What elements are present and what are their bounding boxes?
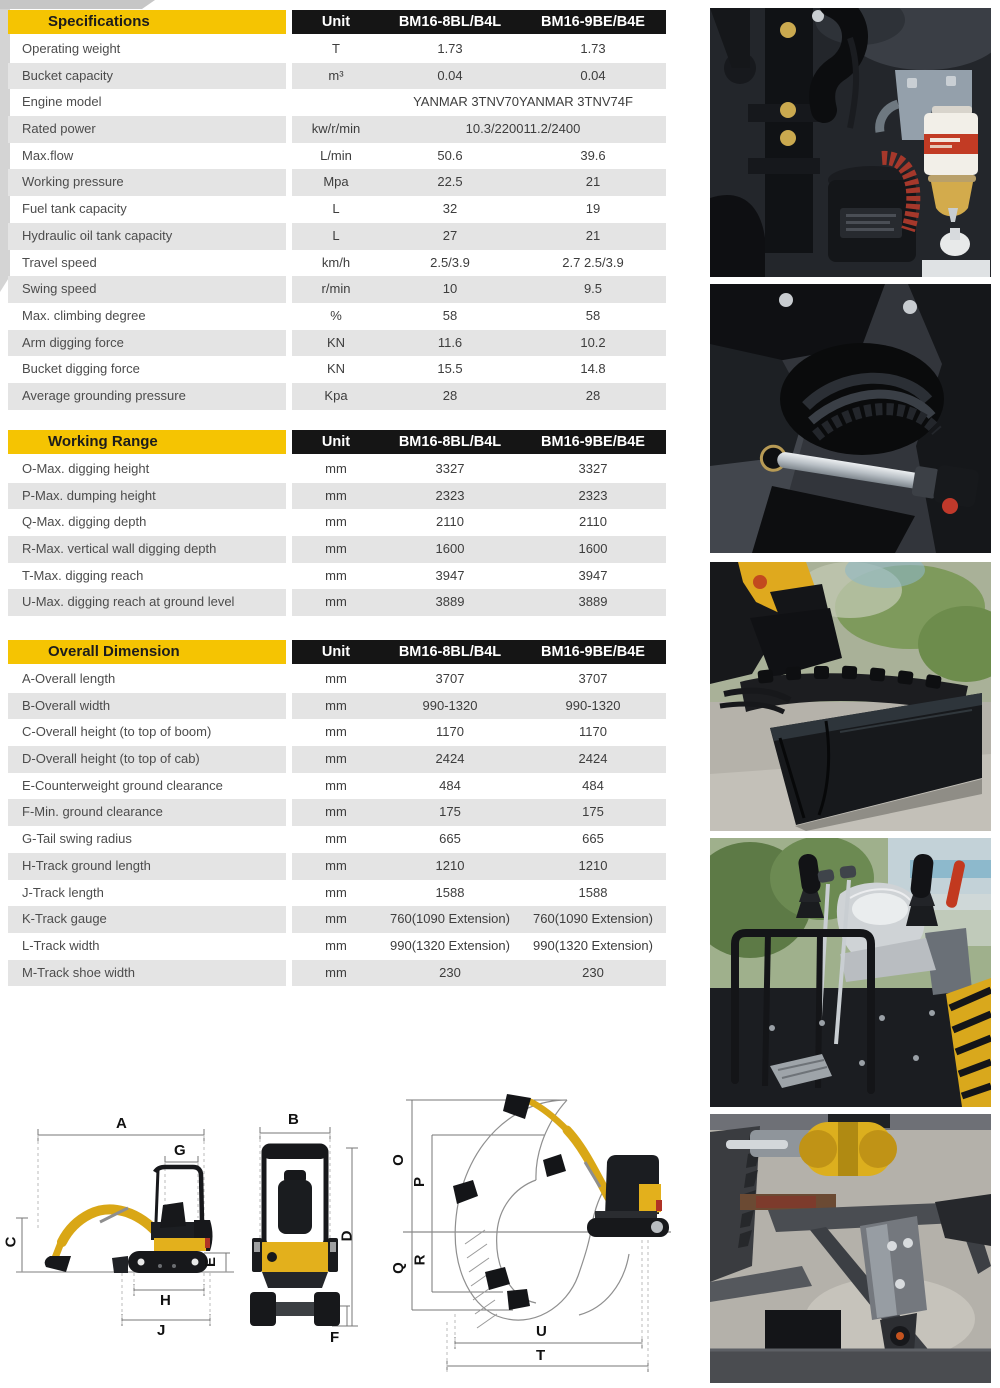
model1-column-header: BM16-8BL/B4L (398, 434, 502, 450)
row-unit: Kpa (324, 387, 348, 403)
row-values (292, 933, 666, 960)
row-value-model1: 3889 (435, 594, 465, 610)
dim-label-P: P (411, 1176, 429, 1188)
row-label: Arm digging force (8, 330, 286, 357)
row-unit: m³ (328, 67, 344, 83)
working-range-diagram (389, 1092, 685, 1384)
row-unit: mm (325, 697, 347, 713)
engine-fuel-filter-photo (710, 8, 991, 277)
row-value-model2: 19 (585, 201, 601, 217)
row-label: Average grounding pressure (8, 383, 286, 410)
row-values (292, 383, 666, 410)
row-label: Engine model (22, 94, 102, 110)
row-label: Operating weight (22, 41, 121, 56)
table-body (8, 456, 666, 616)
table-row (8, 933, 666, 960)
table-row (8, 89, 666, 116)
table-row (8, 563, 666, 590)
excavator-side-silhouette (45, 1167, 213, 1273)
excavator-rear-silhouette (250, 1146, 340, 1326)
table-row (8, 36, 666, 63)
row-label: D-Overall height (to top of cab) (8, 746, 286, 773)
row-value-model2: 990(1320 Extension) (533, 937, 653, 953)
row-label: R-Max. vertical wall digging depth (8, 536, 286, 563)
working-envelope-curves (455, 1100, 629, 1320)
row-values (292, 250, 666, 277)
row-label: Max.flow (22, 147, 74, 163)
row-unit: mm (325, 724, 347, 740)
row-unit: kw/r/min (311, 121, 361, 137)
row-value-model2: 28 (585, 387, 601, 403)
row-values (292, 853, 666, 880)
operator-station-photo (710, 838, 991, 1107)
table-row (8, 906, 666, 933)
row-label: H-Track ground length (8, 853, 286, 880)
row-value-model2: 1210 (578, 857, 608, 873)
dim-label-U: U (536, 1323, 547, 1340)
dim-label-B: B (288, 1111, 299, 1128)
table-row (8, 509, 666, 536)
row-values (292, 356, 666, 383)
row-value-model1: 230 (439, 964, 461, 980)
row-label: J-Track length (22, 884, 104, 900)
boom-swing-cylinder-photo (710, 284, 991, 553)
side-view-diagram (2, 1110, 248, 1355)
row-value-model1: 990-1320 (422, 697, 478, 713)
row-value-model2: 990-1320 (565, 697, 621, 713)
row-merged-value: YANMAR 3TNV70YANMAR 3TNV74F (413, 94, 633, 110)
row-unit: r/min (321, 281, 351, 297)
row-values (292, 36, 666, 63)
row-value-model1: 3327 (435, 461, 465, 476)
row-label: P-Max. dumping height (8, 483, 286, 510)
row-label: O-Max. digging height (22, 461, 150, 476)
row-value-model1: 2110 (436, 514, 464, 530)
row-unit: % (330, 307, 342, 323)
unit-column-header: Unit (321, 644, 351, 660)
table-row (8, 196, 666, 223)
row-value-model1: 11.6 (437, 334, 463, 350)
row-merged-value: 10.3/220011.2/2400 (465, 121, 581, 137)
row-value-model1: 2.5/3.9 (430, 254, 470, 270)
dim-label-A: A (116, 1115, 127, 1132)
row-value-model1: 2323 (435, 487, 465, 503)
row-unit: km/h (321, 254, 351, 270)
dim-label-F: F (330, 1329, 340, 1346)
dim-label-H: H (160, 1292, 171, 1309)
row-value-model1: 484 (439, 777, 461, 793)
table-column-headers (292, 10, 666, 34)
row-value-model2: 58 (585, 307, 601, 323)
table-row (8, 303, 666, 330)
row-value-model1: 760(1090 Extension) (390, 911, 510, 927)
row-unit: L (332, 201, 340, 217)
row-value-model2: 39.6 (580, 147, 606, 163)
row-unit: Mpa (323, 174, 349, 190)
table-row (8, 666, 666, 693)
row-value-model2: 2323 (578, 487, 608, 503)
specifications-table (8, 10, 666, 410)
row-value-model2: 1588 (578, 884, 608, 900)
row-label: A-Overall length (22, 671, 116, 686)
model2-column-header: BM16-9BE/B4E (541, 14, 645, 30)
excavator-range-silhouette (453, 1094, 669, 1310)
row-value-model2: 21 (585, 174, 601, 190)
table-column-headers (292, 430, 666, 454)
dim-label-O: O (389, 1154, 407, 1166)
row-value-model2: 21 (585, 227, 601, 243)
model2-column-header: BM16-9BE/B4E (541, 644, 645, 660)
table-body (8, 666, 666, 986)
row-value-model1: 58 (442, 307, 458, 323)
row-value-model1: 28 (442, 387, 458, 403)
dim-label-E: E (202, 1256, 220, 1268)
table-row (8, 143, 666, 170)
dim-label-R: R (411, 1254, 429, 1266)
row-value-model2: 2.7 2.5/3.9 (562, 254, 624, 270)
table-title: Overall Dimension (8, 640, 286, 664)
table-header (8, 10, 666, 34)
dim-label-T: T (536, 1347, 546, 1364)
row-value-model1: 665 (439, 831, 461, 847)
table-row (8, 589, 666, 616)
table-row (8, 250, 666, 277)
rear-view-diagram (248, 1110, 368, 1355)
row-unit: mm (325, 937, 347, 953)
row-values (292, 719, 666, 746)
table-row (8, 456, 666, 483)
row-label: M-Track shoe width (8, 960, 286, 987)
table-row (8, 169, 666, 196)
row-label: K-Track gauge (8, 906, 286, 933)
row-values (292, 63, 666, 90)
row-values (292, 563, 666, 590)
table-row (8, 773, 666, 800)
row-values (292, 589, 666, 616)
table-row (8, 383, 666, 410)
row-unit: mm (325, 567, 347, 583)
row-unit: mm (325, 857, 347, 873)
table-row (8, 799, 666, 826)
row-values (292, 276, 666, 303)
row-values (292, 666, 666, 693)
row-value-model1: 27 (442, 227, 458, 243)
dozer-blade-photo (710, 562, 991, 831)
row-value-model1: 1600 (435, 541, 465, 557)
row-value-model2: 3947 (578, 567, 608, 583)
row-label: Bucket digging force (22, 361, 140, 377)
table-column-headers (292, 640, 666, 664)
row-label: Bucket capacity (8, 63, 286, 90)
row-value-model2: 9.5 (583, 281, 603, 297)
row-value-model2: 1600 (578, 541, 608, 557)
row-unit: mm (325, 831, 347, 847)
table-row (8, 853, 666, 880)
row-unit: KN (326, 361, 346, 377)
table-row (8, 826, 666, 853)
row-value-model2: 175 (582, 804, 604, 820)
row-value-model1: 1.73 (437, 41, 463, 56)
row-label: Max. climbing degree (22, 307, 146, 323)
row-value-model2: 1.73 (580, 41, 606, 56)
row-value-model2: 760(1090 Extension) (533, 911, 653, 927)
row-unit: mm (325, 461, 347, 476)
row-values (292, 906, 666, 933)
row-value-model1: 3707 (435, 671, 465, 686)
row-label: Q-Max. digging depth (22, 514, 147, 530)
row-unit: T (332, 41, 340, 56)
row-value-model1: 10 (442, 281, 458, 297)
dim-label-C: C (2, 1236, 20, 1248)
table-row (8, 960, 666, 987)
row-value-model1: 3947 (435, 567, 465, 583)
table-row (8, 536, 666, 563)
row-value-model2: 2424 (578, 751, 608, 767)
table-row (8, 276, 666, 303)
row-unit: mm (325, 541, 347, 557)
row-values (292, 330, 666, 357)
row-unit: mm (325, 514, 347, 530)
dim-label-J: J (157, 1322, 166, 1339)
row-values (292, 456, 666, 483)
row-value-model1: 32 (442, 201, 458, 217)
row-value-model2: 2110 (579, 514, 607, 530)
table-title: Specifications (8, 10, 286, 34)
row-value-model1: 15.5 (437, 361, 463, 377)
row-label: U-Max. digging reach at ground level (8, 589, 286, 616)
table-row (8, 223, 666, 250)
table-row (8, 746, 666, 773)
table-row (8, 356, 666, 383)
unit-column-header: Unit (321, 434, 351, 450)
row-values (292, 773, 666, 800)
row-value-model2: 10.2 (580, 334, 606, 350)
row-values (292, 693, 666, 720)
row-values (292, 89, 666, 116)
row-label: Swing speed (8, 276, 286, 303)
row-value-model1: 0.04 (437, 67, 463, 83)
row-unit: mm (325, 777, 347, 793)
row-values (292, 799, 666, 826)
table-body (8, 36, 666, 410)
row-label: Travel speed (22, 254, 97, 270)
row-label: E-Counterweight ground clearance (22, 777, 223, 793)
undercarriage-cylinder-photo (710, 1114, 991, 1383)
row-values (292, 826, 666, 853)
row-unit: mm (325, 671, 347, 686)
row-values (292, 116, 666, 143)
table-row (8, 483, 666, 510)
row-value-model2: 230 (582, 964, 604, 980)
row-unit: mm (325, 751, 347, 767)
row-value-model2: 3327 (578, 461, 608, 476)
row-values (292, 169, 666, 196)
row-value-model2: 14.8 (580, 361, 606, 377)
row-values (292, 143, 666, 170)
red-plug (942, 498, 958, 514)
row-values (292, 509, 666, 536)
row-value-model1: 175 (439, 804, 461, 820)
row-unit: L (332, 227, 340, 243)
table-title: Working Range (8, 430, 286, 454)
table-row (8, 330, 666, 357)
row-value-model1: 990(1320 Extension) (390, 937, 510, 953)
row-unit (292, 89, 380, 116)
model1-column-header: BM16-8BL/B4L (398, 644, 502, 660)
row-unit: KN (326, 334, 346, 350)
row-value-model1: 1588 (435, 884, 465, 900)
table-row (8, 880, 666, 907)
table-row (8, 63, 666, 90)
row-unit: mm (325, 804, 347, 820)
table-row (8, 719, 666, 746)
row-values (292, 880, 666, 907)
row-value-model1: 2424 (435, 751, 465, 767)
row-value-model2: 3889 (578, 594, 608, 610)
row-label: G-Tail swing radius (22, 831, 132, 847)
row-label: Fuel tank capacity (22, 201, 127, 217)
row-values (292, 196, 666, 223)
row-value-model1: 1210 (435, 857, 465, 873)
row-values (292, 303, 666, 330)
row-value-model2: 665 (582, 831, 604, 847)
working-range-table (8, 430, 666, 616)
row-values (292, 960, 666, 987)
row-unit: mm (325, 964, 347, 980)
table-header (8, 640, 666, 664)
model1-column-header: BM16-8BL/B4L (398, 14, 502, 30)
row-value-model1: 1170 (436, 724, 464, 740)
row-value-model1: 22.5 (437, 174, 463, 190)
row-label: F-Min. ground clearance (8, 799, 286, 826)
row-values (292, 223, 666, 250)
row-unit: L/min (320, 147, 352, 163)
dim-label-Q: Q (389, 1262, 407, 1274)
row-value-model1: 50.6 (437, 147, 463, 163)
row-value-model2: 484 (582, 777, 604, 793)
row-value-model2: 3707 (578, 671, 608, 686)
row-values (292, 746, 666, 773)
row-label: Working pressure (8, 169, 286, 196)
row-label: C-Overall height (to top of boom) (22, 724, 212, 740)
row-value-model2: 1170 (579, 724, 607, 740)
row-unit: mm (325, 594, 347, 610)
row-unit: mm (325, 884, 347, 900)
row-unit: mm (325, 911, 347, 927)
overall-dimension-table (8, 640, 666, 986)
table-header (8, 430, 666, 454)
row-values (292, 536, 666, 563)
row-values (292, 483, 666, 510)
model2-column-header: BM16-9BE/B4E (541, 434, 645, 450)
row-label: Hydraulic oil tank capacity (8, 223, 286, 250)
row-unit: mm (325, 487, 347, 503)
dim-label-D: D (338, 1230, 356, 1242)
dim-label-G: G (174, 1142, 186, 1159)
unit-column-header: Unit (321, 14, 351, 30)
row-label: B-Overall width (8, 693, 286, 720)
table-row (8, 693, 666, 720)
row-value-model2: 0.04 (580, 67, 606, 83)
table-row (8, 116, 666, 143)
row-label: T-Max. digging reach (22, 567, 144, 583)
row-label: L-Track width (22, 937, 100, 953)
row-label: Rated power (8, 116, 286, 143)
